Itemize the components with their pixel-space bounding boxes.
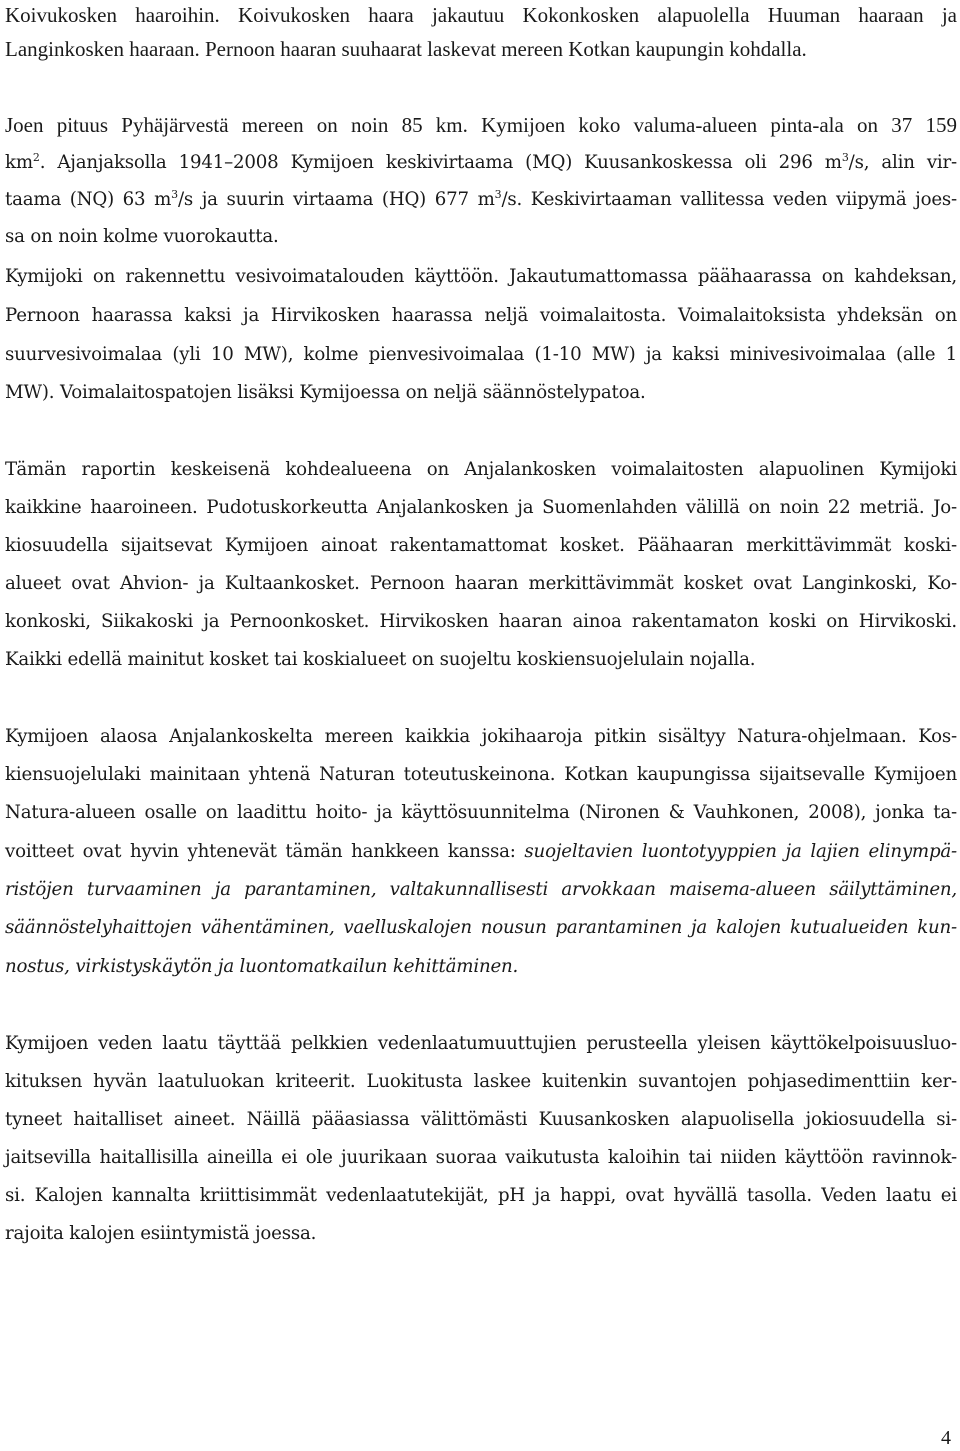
superscript: 2: [32, 151, 40, 164]
text-fragment: voitteet ovat hyvin yhtenevät tämän hankkeen kanssa:: [5, 841, 525, 862]
text-line: kaikkine haaroineen. Pudotuskorkeutta Anjalankosken ja Suomenlahden välillä on noin 22 metriä. Jo-: [5, 497, 957, 518]
text-line: Pernoon haarassa kaksi ja Hirvikosken haarassa neljä voimalaitosta. Voimalaitoksista yhdeksän on: [5, 305, 957, 326]
text-fragment: km: [5, 152, 33, 173]
italic-text-fragment: suojeltavien luontotyyppien ja lajien elinympä-: [524, 841, 957, 862]
italic-text-line: nostus, virkistyskäytön ja luontomatkailun kehittäminen.: [5, 956, 519, 977]
text-line: si. Kalojen kannalta kriittisimmät vedenlaatutekijät, pH ja happi, ovat hyvällä tasolla. Veden laatu ei: [5, 1185, 957, 1206]
text-line: Natura-alueen osalle on laadittu hoito- ja käyttösuunnitelma (Nironen & Vauhkonen, 2008), jonka ta-: [5, 802, 957, 823]
text-line: jaitsevilla haitallisilla aineilla ei ole juurikaan suoraa vaikutusta kaloihin tai niiden käyttöön ravinnok-: [5, 1147, 957, 1168]
superscript: 3: [494, 188, 502, 201]
superscript: 3: [841, 151, 849, 164]
text-line: tyneet haitalliset aineet. Näillä pääasiassa välittömästi Kuusankosken alapuolisella jokiosuudella si-: [5, 1109, 957, 1130]
text-line: alueet ovat Ahvion- ja Kultaankosket. Pernoon haaran merkittävimmät kosket ovat Langinkoski, Ko-: [5, 573, 957, 594]
text-fragment: /s ja suurin virtaama (HQ) 677 m: [177, 189, 495, 210]
text-line: suurvesivoimalaa (yli 10 MW), kolme pienvesivoimalaa (1-10 MW) ja kaksi minivesivoimalaa (alle 1: [5, 344, 957, 365]
text-line: kituksen hyvän laatuluokan kriteerit. Luokitusta laskee kuitenkin suvantojen pohjasedimenttiin ker-: [5, 1071, 957, 1092]
text-line: Langinkosken haaraan. Pernoon haaran suuhaarat laskevat mereen Kotkan kaupungin kohdalla.: [5, 37, 807, 61]
text-line: konkoski, Siikakoski ja Pernoonkosket. Hirvikosken haaran ainoa rakentamaton koski on Hirvikoski.: [5, 611, 957, 632]
text-line: [5, 185, 957, 215]
text-line: sa on noin kolme vuorokautta.: [5, 226, 279, 247]
text-line: Tämän raportin keskeisenä kohdealueena on Anjalankosken voimalaitosten alapuolinen Kymijoki: [5, 459, 957, 480]
text-line: rajoita kalojen esiintymistä joessa.: [5, 1223, 317, 1244]
text-line: [5, 837, 957, 867]
text-fragment: . Ajanjaksolla 1941–2008 Kymijoen keskivirtaama (MQ) Kuusankoskessa oli 296 m: [39, 152, 842, 173]
text-line: Joen pituus Pyhäjärvestä mereen on noin 85 km. Kymijoen koko valuma-alueen pinta-ala on 37 159: [5, 113, 957, 137]
italic-text-line: ristöjen turvaaminen ja parantaminen, valtakunnallisesti arvokkaan maisema-alueen säilyttäminen,: [5, 879, 957, 900]
text-line: Kaikki edellä mainitut kosket tai koskialueet on suojeltu koskiensuojelulain nojalla.: [5, 649, 756, 670]
page-number: 4: [941, 1427, 951, 1449]
text-fragment: taama (NQ) 63 m: [5, 189, 172, 210]
text-fragment: /s, alin vir-: [848, 152, 957, 173]
text-line: kiosuudella sijaitsevat Kymijoen ainoat rakentamattomat kosket. Päähaaran merkittävimmät koski-: [5, 535, 957, 556]
text-line: Kymijoki on rakennettu vesivoimatalouden käyttöön. Jakautumattomassa päähaarassa on kahdeksan,: [5, 266, 957, 287]
text-fragment: /s. Keskivirtaaman vallitessa veden viipymä joes-: [501, 189, 957, 210]
text-line: Koivukosken haaroihin. Koivukosken haara jakautuu Kokonkosken alapuolella Huuman haaraan ja: [5, 3, 957, 27]
superscript: 3: [171, 188, 178, 201]
text-line: Kymijoen veden laatu täyttää pelkkien vedenlaatumuuttujien perusteella yleisen käyttökelpoisuusluo-: [5, 1033, 957, 1054]
text-line: MW). Voimalaitospatojen lisäksi Kymijoessa on neljä säännöstelypatoa.: [5, 382, 646, 403]
text-line: kiensuojelulaki mainitaan yhtenä Naturan toteutuskeinona. Kotkan kaupungissa sijaitsevalle Kymijoen: [5, 764, 957, 785]
text-line: Kymijoen alaosa Anjalankoskelta mereen kaikkia jokihaaroja pitkin sisältyy Natura-ohjelmaan. Kos-: [5, 726, 957, 747]
italic-text-line: säännöstelyhaittojen vähentäminen, vaelluskalojen nousun parantaminen ja kalojen kutualueiden kun-: [5, 917, 957, 938]
text-line: [5, 148, 957, 178]
